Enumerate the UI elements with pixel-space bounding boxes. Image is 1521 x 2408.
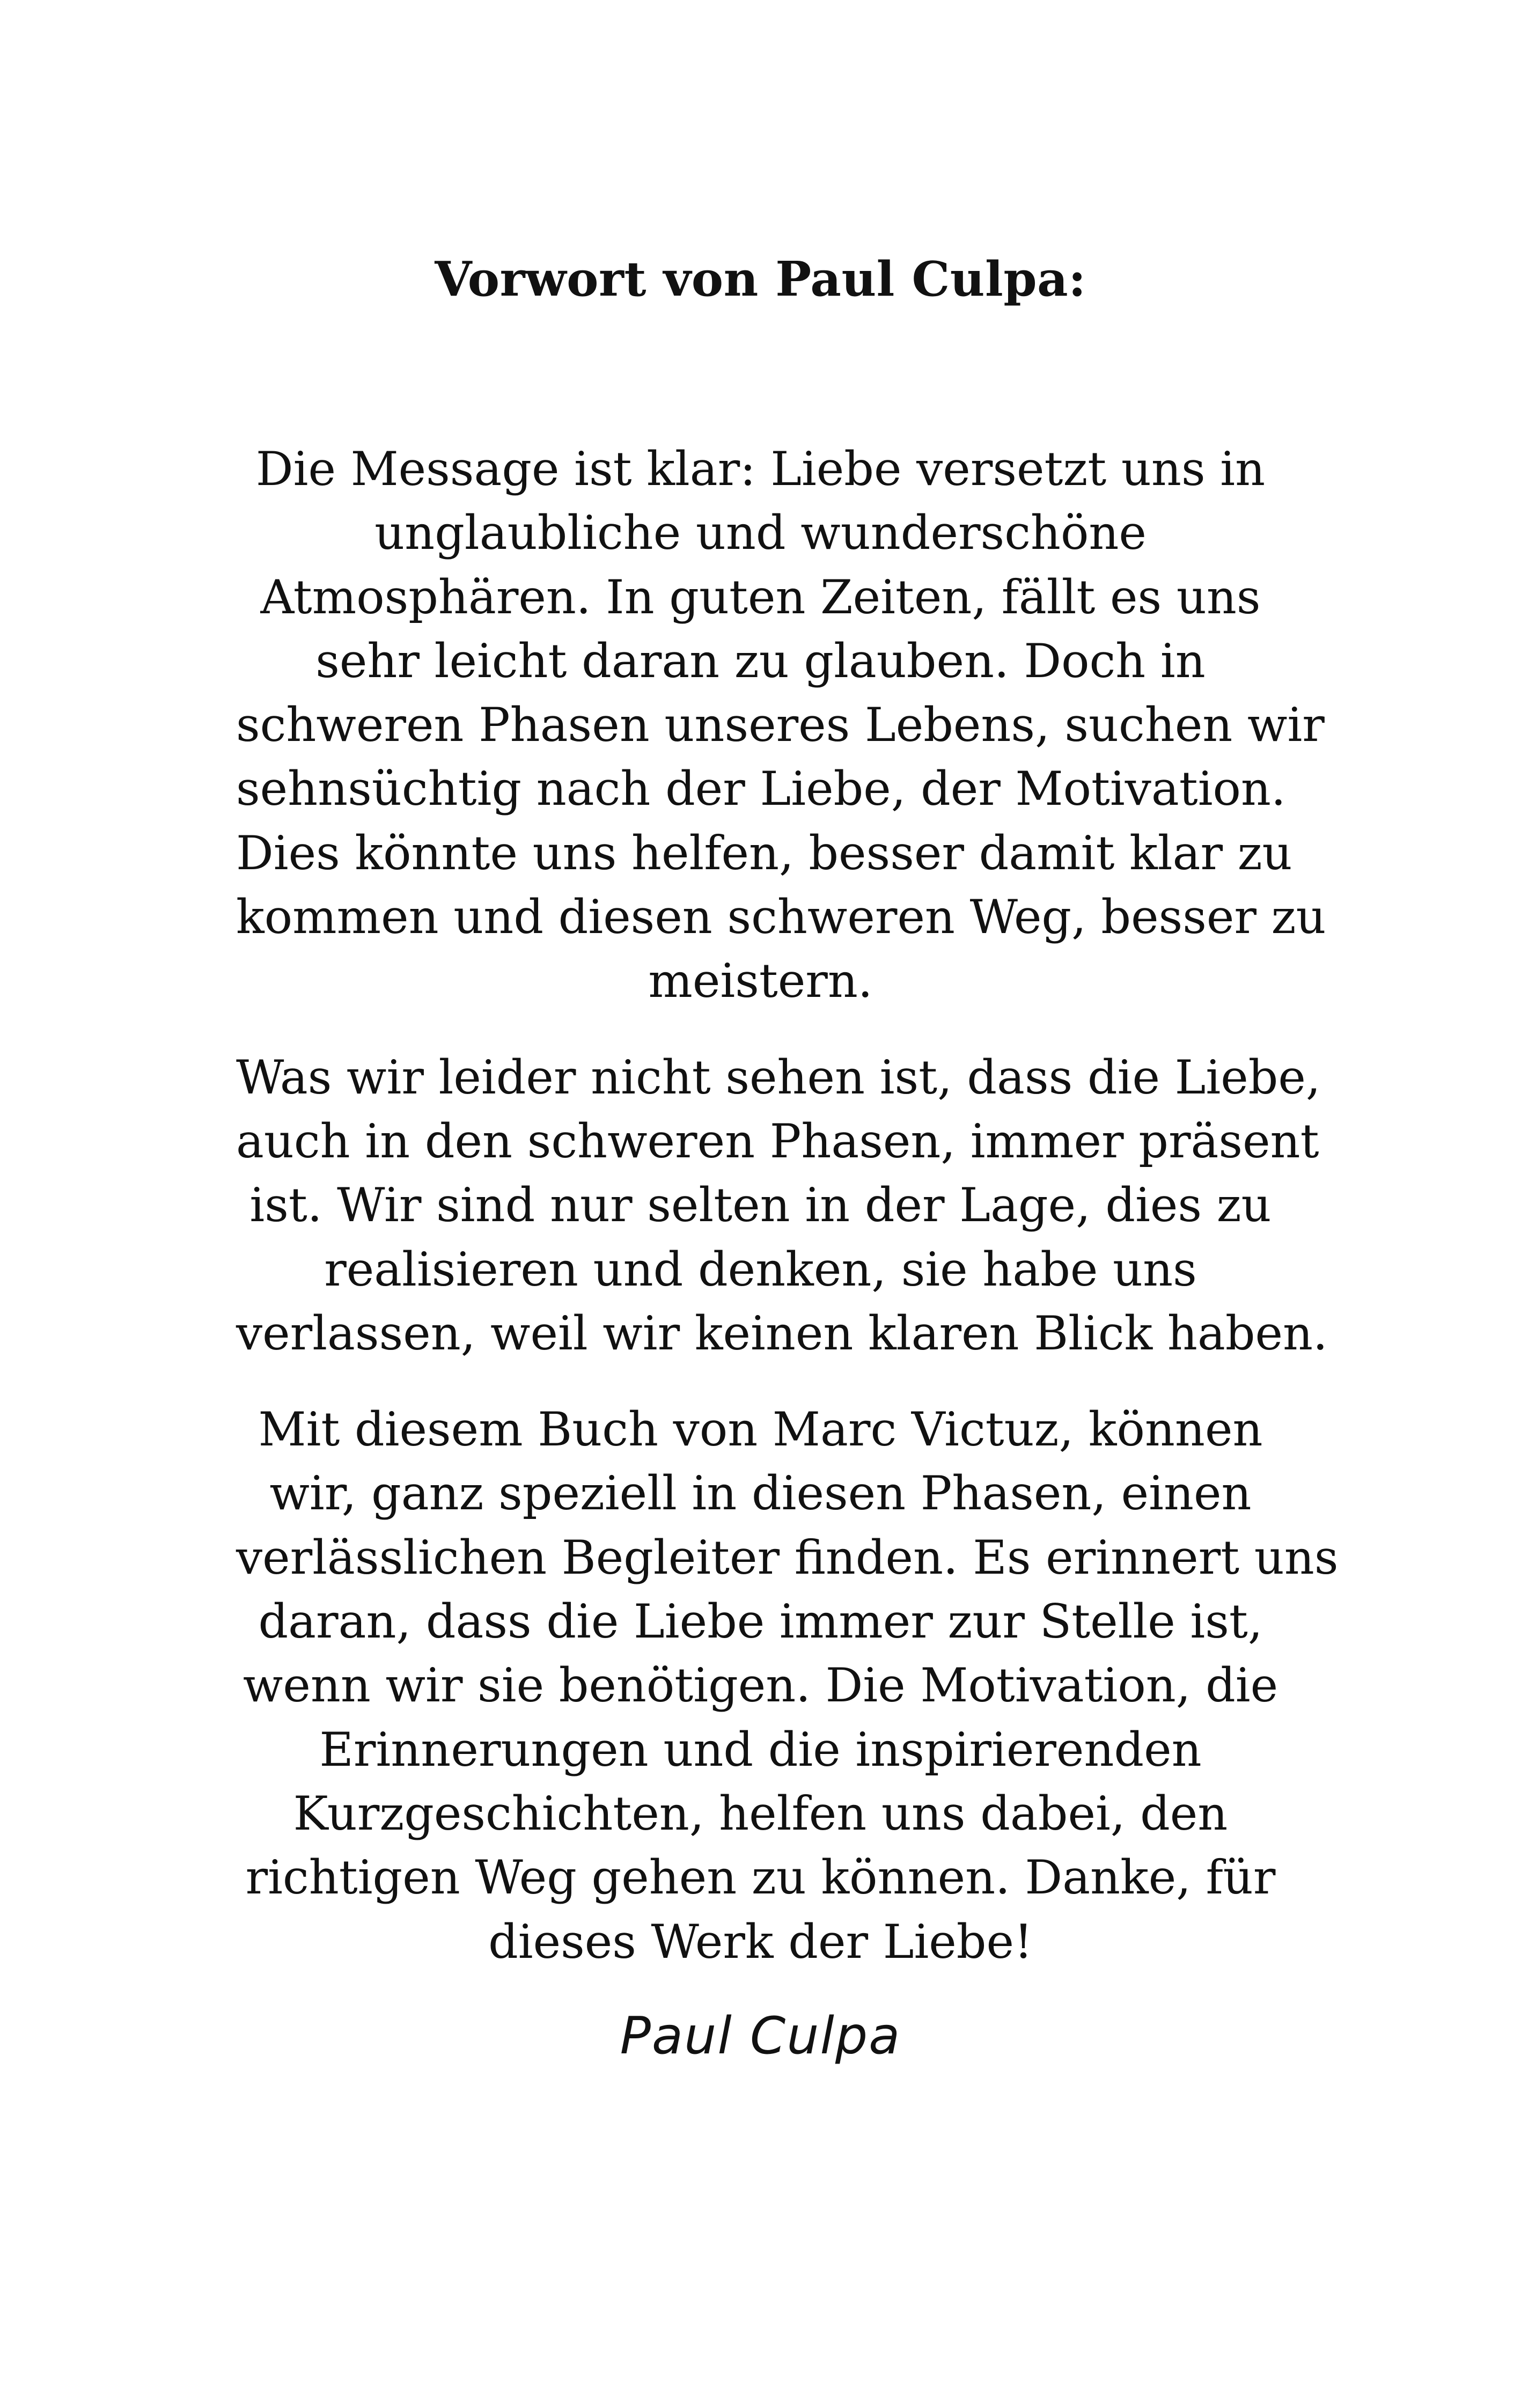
text-line: Erinnerungen und die inspirierenden [319,1722,1202,1777]
text-line: auch in den schweren Phasen, immer präsent [236,1113,1319,1169]
text-line: meistern. [648,953,873,1009]
text-line: Dies könnte uns helfen, besser damit klar zu [236,825,1292,880]
text-line: Atmosphären. In guten Zeiten, fällt es uns [260,569,1261,625]
paragraph-2 [236,1046,1328,1365]
text-line: realisieren und denken, sie habe uns [324,1242,1197,1297]
foreword-body [236,437,1339,1974]
paragraph-3 [236,1398,1339,1974]
text-line: unglaubliche und wunderschöne [374,505,1147,561]
author-signature: Paul Culpa [620,2007,901,2066]
text-line: schweren Phasen unseres Lebens, suchen wir [236,698,1325,753]
text-line: kommen und diesen schweren Weg, besser zu [236,890,1326,945]
text-line: sehr leicht daran zu glauben. Doch in [315,633,1206,688]
text-line: Mit diesem Buch von Marc Victuz, können [258,1402,1263,1457]
text-line: verlassen, weil wir keinen klaren Blick haben. [236,1305,1328,1361]
text-line: dieses Werk der Liebe! [488,1914,1033,1969]
text-line: sehnsüchtig nach der Liebe, der Motivation. [236,761,1286,817]
text-line: Die Message ist klar: Liebe versetzt uns in [255,442,1266,496]
text-line: ist. Wir sind nur selten in der Lage, dies zu [249,1178,1272,1233]
text-line: wenn wir sie benötigen. Die Motivation, die [243,1658,1278,1713]
page-title: Vorwort von Paul Culpa: [435,251,1086,307]
text-line: verlässlichen Begleiter finden. Es erinnert uns [236,1530,1339,1585]
text-line: wir, ganz speziell in diesen Phasen, einen [269,1466,1252,1521]
text-line: Was wir leider nicht sehen ist, dass die Liebe, [236,1049,1321,1105]
text-line: daran, dass die Liebe immer zur Stelle ist, [258,1594,1263,1649]
paragraph-1 [236,437,1326,1014]
text-line: Kurzgeschichten, helfen uns dabei, den [293,1786,1228,1841]
text-line: richtigen Weg gehen zu können. Danke, für [245,1850,1276,1905]
